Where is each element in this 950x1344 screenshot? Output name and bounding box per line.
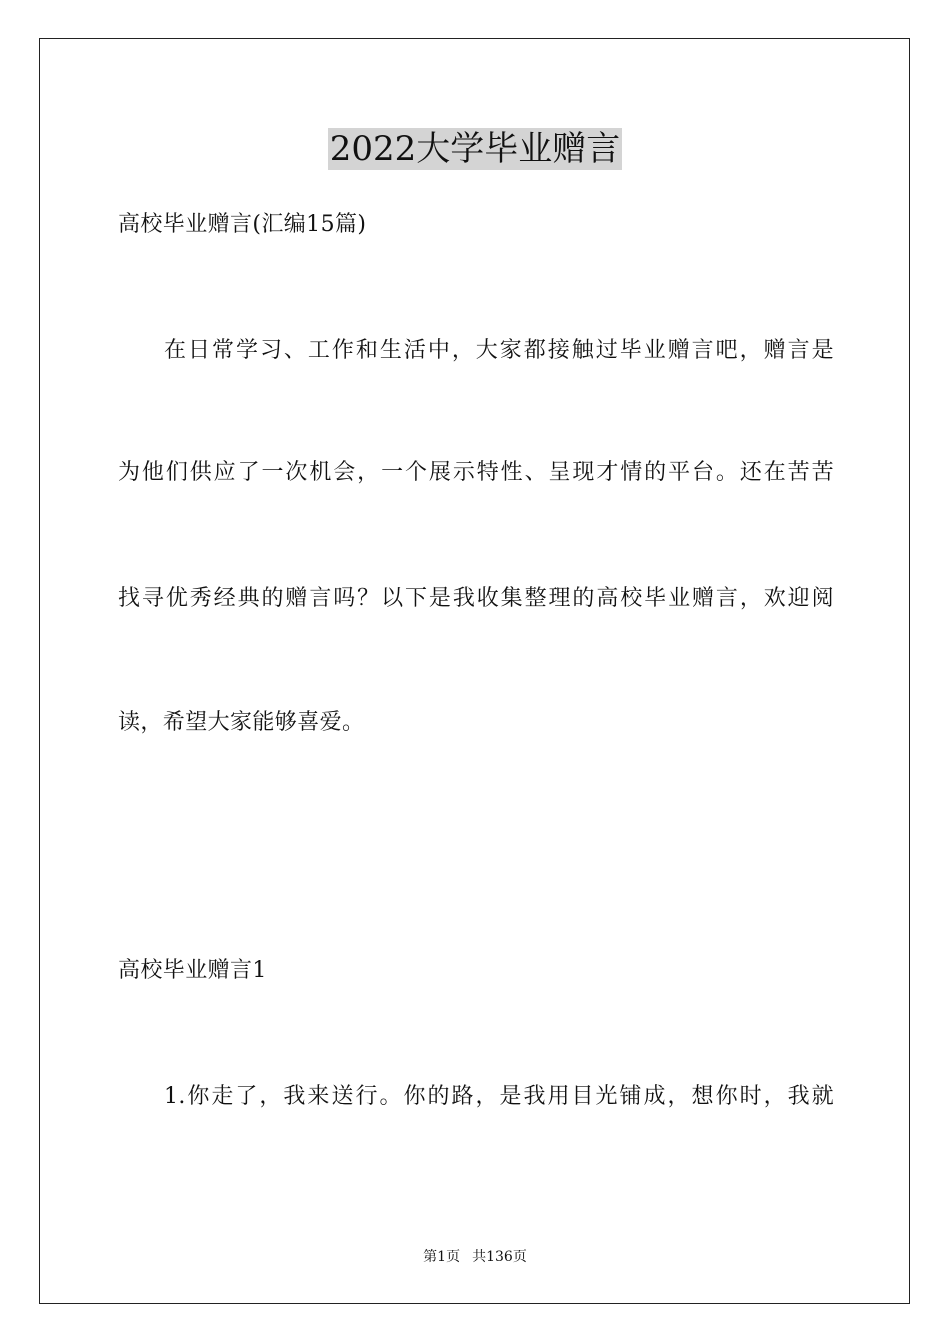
page-footer <box>0 1247 950 1267</box>
intro-paragraph-line-4: 读，希望大家能够喜爱。 <box>118 710 365 735</box>
page-number-current: 第1页 <box>423 1249 461 1265</box>
intro-paragraph-line-1: 在日常学习、工作和生活中，大家都接触过毕业赠言吧，赠言是 <box>164 338 834 363</box>
document-title: 2022大学毕业赠言 <box>329 129 621 169</box>
intro-paragraph-line-3: 找寻优秀经典的赠言吗？以下是我收集整理的高校毕业赠言，欢迎阅 <box>118 586 834 611</box>
section-heading: 高校毕业赠言1 <box>118 958 267 983</box>
document-subtitle: 高校毕业赠言(汇编15篇) <box>118 212 367 237</box>
page-number-total: 共136页 <box>472 1249 527 1265</box>
section-paragraph-line-1: 1.你走了，我来送行。你的路，是我用目光铺成，想你时，我就 <box>164 1084 834 1109</box>
intro-paragraph-line-2: 为他们供应了一次机会，一个展示特性、呈现才情的平台。还在苦苦 <box>118 460 834 485</box>
title-container <box>0 128 950 170</box>
